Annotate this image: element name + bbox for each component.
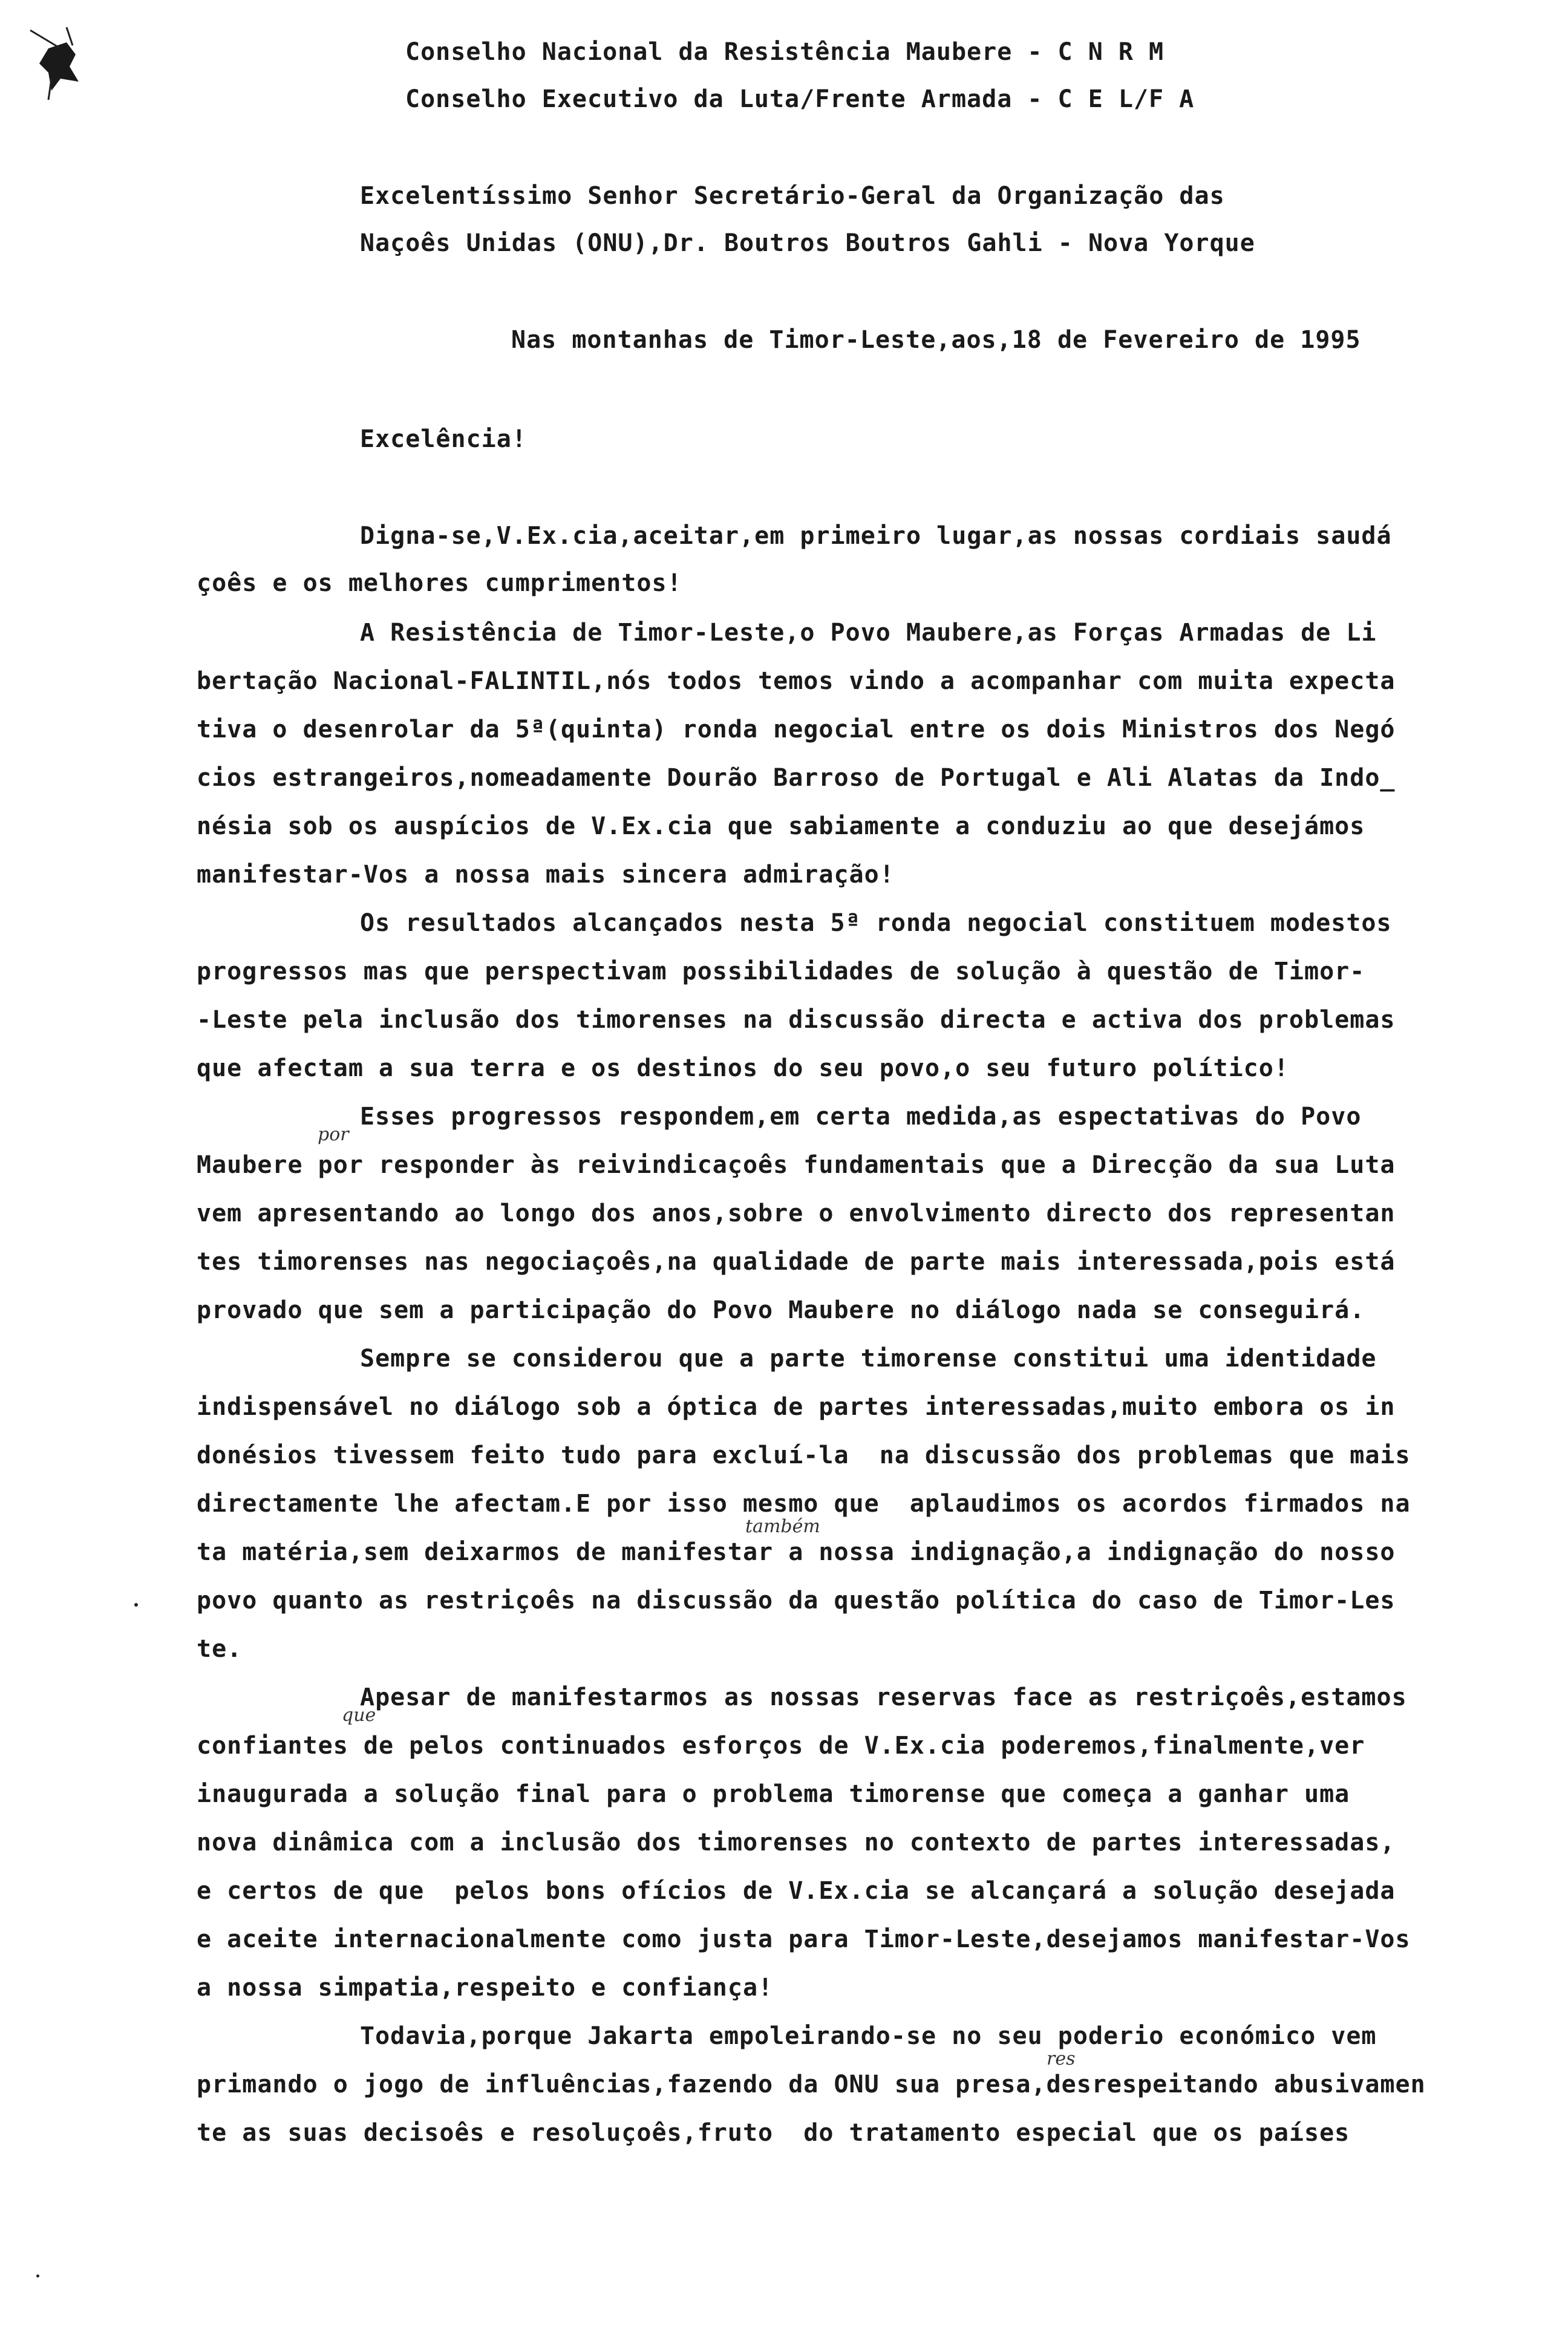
body-line: bertação Nacional-FALINTIL,nós todos temos vindo a acompanhar com muita expecta — [197, 667, 1396, 695]
body-line: e aceite internacionalmente como justa para Timor-Leste,desejamos manifestar-Vos — [197, 1925, 1411, 1953]
speck — [134, 1603, 138, 1607]
body-line: Apesar de manifestarmos as nossas reservas face as restriçoês,estamos — [360, 1683, 1407, 1711]
body-line: nésia sob os auspícios de V.Ex.cia que sabiamente a conduziu ao que desejámos — [197, 812, 1365, 840]
handwritten-note: por — [318, 1124, 349, 1145]
body-line: te. — [197, 1635, 243, 1663]
salutation: Excelência! — [360, 425, 527, 453]
body-line: progressos mas que perspectivam possibilidades de solução à questão de Timor- — [197, 958, 1365, 985]
body-line: vem apresentando ao longo dos anos,sobre o envolvimento directo dos representan — [197, 1200, 1396, 1227]
ink-blot — [24, 24, 97, 103]
body-line: que afectam a sua terra e os destinos do seu povo,o seu futuro político! — [197, 1054, 1289, 1082]
body-line: cios estrangeiros,nomeadamente Dourão Barroso de Portugal e Ali Alatas da Indo_ — [197, 764, 1396, 792]
body-line: directamente lhe afectam.E por isso mesmo que aplaudimos os acordos firmados na — [197, 1490, 1411, 1518]
body-line: a nossa simpatia,respeito e confiança! — [197, 1974, 774, 2002]
handwritten-note: res — [1047, 2048, 1076, 2069]
speck — [36, 2274, 39, 2277]
body-line: donésios tivessem feito tudo para excluí-la na discussão dos problemas que mais — [197, 1441, 1411, 1469]
body-line: Digna-se,V.Ex.cia,aceitar,em primeiro lugar,as nossas cordiais saudá — [360, 522, 1392, 550]
body-line: indispensável no diálogo sob a óptica de partes interessadas,muito embora os in — [197, 1393, 1396, 1421]
addressee-line-1: Excelentíssimo Senhor Secretário-Geral da Organização das — [360, 182, 1225, 210]
body-line: Maubere por responder às reivindicaçoês fundamentais que a Direcção da sua Luta — [197, 1151, 1396, 1179]
header-line-2: Conselho Executivo da Luta/Frente Armada - C E L/F A — [405, 85, 1195, 113]
body-line: povo quanto as restriçoês na discussão da questão política do caso de Timor-Les — [197, 1587, 1396, 1615]
body-line: e certos de que pelos bons ofícios de V.Ex.cia se alcançará a solução desejada — [197, 1877, 1396, 1905]
body-line: -Leste pela inclusão dos timorenses na discussão directa e activa dos problemas — [197, 1006, 1396, 1034]
body-line: inaugurada a solução final para o problema timorense que começa a ganhar uma — [197, 1780, 1350, 1808]
header-line-1: Conselho Nacional da Resistência Maubere - C N R M — [405, 38, 1165, 66]
body-line: primando o jogo de influências,fazendo da ONU sua presa,desrespeitando abusivamen — [197, 2071, 1426, 2098]
body-line: Os resultados alcançados nesta 5ª ronda negocial constituem modestos — [360, 909, 1392, 937]
body-line: ta matéria,sem deixarmos de manifestar a nossa indignação,a indignação do nosso — [197, 1538, 1396, 1566]
body-line: Todavia,porque Jakarta empoleirando-se no seu poderio económico vem — [360, 2022, 1377, 2050]
body-line: Esses progressos respondem,em certa medida,as espectativas do Povo — [360, 1103, 1362, 1131]
handwritten-note: que — [342, 1705, 376, 1726]
place-date: Nas montanhas de Timor-Leste,aos,18 de Fevereiro de 1995 — [511, 326, 1361, 354]
body-line: provado que sem a participação do Povo Maubere no diálogo nada se conseguirá. — [197, 1296, 1365, 1324]
body-line: çoês e os melhores cumprimentos! — [197, 569, 682, 597]
body-line: manifestar-Vos a nossa mais sincera admiração! — [197, 861, 895, 889]
handwritten-note: também — [745, 1516, 820, 1537]
body-line: confiantes de pelos continuados esforços de V.Ex.cia poderemos,finalmente,ver — [197, 1732, 1365, 1760]
body-line: Sempre se considerou que a parte timorense constitui uma identidade — [360, 1345, 1377, 1373]
body-line: tiva o desenrolar da 5ª(quinta) ronda negocial entre os dois Ministros dos Negó — [197, 716, 1396, 743]
body-line: tes timorenses nas negociaçoês,na qualidade de parte mais interessada,pois está — [197, 1248, 1396, 1276]
body-line: A Resistência de Timor-Leste,o Povo Maubere,as Forças Armadas de Li — [360, 619, 1377, 647]
body-line: nova dinâmica com a inclusão dos timorenses no contexto de partes interessadas, — [197, 1829, 1396, 1856]
addressee-line-2: Naçoês Unidas (ONU),Dr. Boutros Boutros Gahli - Nova Yorque — [360, 229, 1255, 257]
body-line: te as suas decisoês e resoluçoês,fruto do tratamento especial que os países — [197, 2119, 1350, 2147]
